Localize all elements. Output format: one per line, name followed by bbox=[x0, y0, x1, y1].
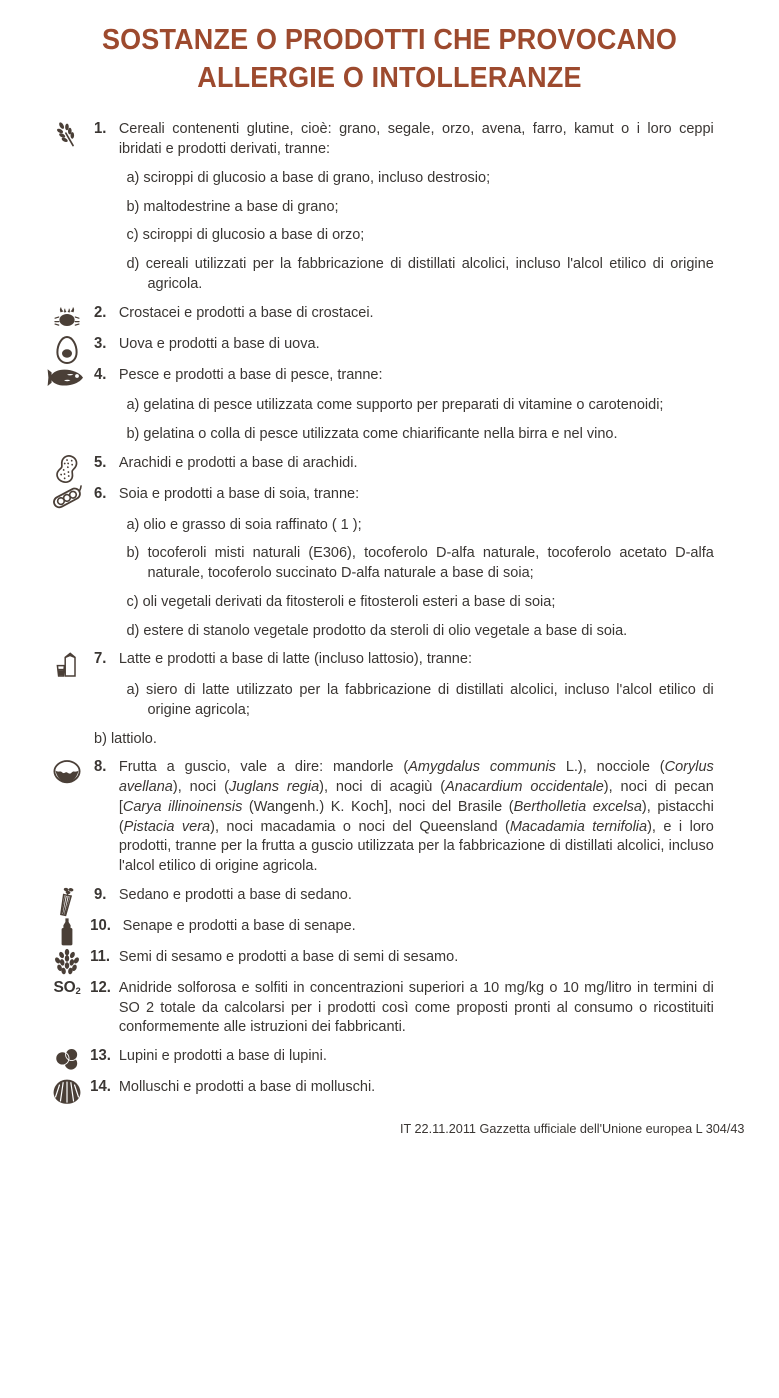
sub-item-text: sciroppi di glucosio a base di orzo; bbox=[142, 226, 365, 244]
celery-icon bbox=[44, 886, 90, 914]
list-item-molluscs bbox=[44, 1077, 743, 1103]
list-item-number: 9. bbox=[94, 885, 107, 903]
species-name: Amygdalus communis bbox=[408, 758, 556, 776]
sub-item-text: maltodestrine a base di grano; bbox=[143, 197, 339, 215]
tree-nuts-rich-text bbox=[119, 758, 714, 874]
text-segment: ), noci di acagiù ( bbox=[319, 778, 446, 796]
list-item-body bbox=[44, 885, 743, 905]
sub-item-label: d) bbox=[126, 255, 140, 273]
list-item-lupin bbox=[44, 1046, 743, 1072]
list-item-number: 5. bbox=[94, 453, 107, 471]
list-item-body bbox=[44, 947, 743, 967]
text-segment: Frutta a guscio, vale a dire: mandorle ( bbox=[118, 758, 409, 776]
text-segment: ), e i loro prodotti, tranne per la frutta a guscio utilizzata per la fabbricazione di distillati alcolici, incluso l'alcol etilico di origine agricola. bbox=[118, 817, 714, 875]
sub-item bbox=[94, 729, 714, 749]
crustacean-icon bbox=[44, 304, 90, 332]
list-item-number: 6. bbox=[94, 484, 107, 502]
list-item-body bbox=[44, 119, 743, 293]
list-item-body bbox=[44, 484, 743, 641]
sub-item bbox=[94, 395, 714, 415]
list-item-number: 8. bbox=[94, 758, 107, 776]
mustard-icon bbox=[44, 917, 90, 945]
text-segment: ), noci macadamia o noci del Queensland ( bbox=[210, 817, 510, 835]
fish-icon bbox=[44, 366, 90, 394]
species-name: Corylus avellana bbox=[118, 758, 714, 796]
sub-item-text: siero di latte utilizzato per la fabbricazione di distillati alcolici, incluso l'alcol etilico di origine agricola; bbox=[146, 681, 714, 718]
sub-item-label: b) bbox=[94, 729, 107, 747]
sub-item-text: oli vegetali derivati da fitosteroli e fitosteroli esteri a base di soia; bbox=[142, 592, 556, 610]
list-item-fish bbox=[44, 365, 743, 444]
list-item-text: 13. Lupini e prodotti a base di lupini. bbox=[94, 1046, 714, 1066]
list-item-body bbox=[44, 334, 743, 354]
species-name: Pistacia vera bbox=[123, 817, 211, 835]
sub-item-label: b) bbox=[126, 544, 140, 562]
sub-item bbox=[94, 424, 714, 444]
sub-item-text: estere di stanolo vegetale prodotto da steroli di olio vegetale a base di soia. bbox=[143, 621, 628, 639]
sub-item bbox=[94, 254, 714, 294]
text-segment: (Wangenh.) K. Koch], noci del Brasile ( bbox=[242, 797, 514, 815]
text-segment: L.), nocciole ( bbox=[555, 758, 665, 776]
so2-text: SO bbox=[53, 978, 76, 996]
species-name: Macadamia ternifolia bbox=[509, 817, 648, 835]
sub-item bbox=[94, 168, 714, 188]
list-item-number: 13. bbox=[90, 1047, 111, 1065]
sesame-icon bbox=[44, 948, 90, 976]
list-item-text: 3. Uova e prodotti a base di uova. bbox=[94, 334, 714, 354]
list-item-body bbox=[44, 453, 743, 473]
sub-item bbox=[94, 543, 714, 583]
sub-item-text: olio e grasso di soia raffinato ( 1 ); bbox=[143, 515, 362, 533]
species-name: Bertholletia excelsa bbox=[513, 797, 642, 815]
list-item-text bbox=[94, 757, 714, 876]
list-item-milk bbox=[44, 649, 743, 748]
list-item-sesame bbox=[44, 947, 743, 973]
list-item-number: 3. bbox=[94, 334, 107, 352]
wheat-icon bbox=[44, 120, 90, 148]
species-name: Anacardium occidentale bbox=[445, 778, 604, 796]
list-item-soy bbox=[44, 484, 743, 641]
list-item-number: 2. bbox=[94, 303, 107, 321]
page-title bbox=[27, 0, 751, 97]
list-item-text: 7. Latte e prodotti a base di latte (incluso lattosio), tranne: bbox=[94, 649, 714, 669]
list-item-text: 1. Cereali contenenti glutine, cioè: grano, segale, orzo, avena, farro, kamut o i loro ceppi ibridati e prodotti derivati, tranne: bbox=[94, 120, 714, 158]
list-item-number: 1. bbox=[94, 120, 107, 138]
sub-item-label: a) bbox=[126, 681, 140, 699]
list-item-text: 5. Arachidi e prodotti a base di arachidi. bbox=[94, 453, 714, 473]
list-item-number: 14. bbox=[90, 1078, 111, 1096]
list-item-text: 2. Crostacei e prodotti a base di crostacei. bbox=[94, 303, 714, 323]
sub-item-text: tocoferoli misti naturali (E306), tocoferolo D-alfa naturale, tocoferolo acetato D-alfa naturale, tocoferolo succinato D-alfa naturale a base di soia; bbox=[147, 544, 714, 582]
list-item-peanuts bbox=[44, 453, 743, 479]
lupin-icon bbox=[44, 1047, 90, 1075]
sub-item-text: cereali utilizzati per la fabbricazione di distillati alcolici, incluso l'alcol etilico di origine agricola. bbox=[145, 255, 714, 292]
sub-item-text: gelatina o colla di pesce utilizzata come chiarificante nella birra e nel vino. bbox=[143, 425, 618, 443]
list-item-body bbox=[44, 649, 743, 748]
peanut-icon bbox=[44, 454, 90, 482]
list-item-mustard bbox=[44, 916, 743, 942]
list-item-text: 11. Semi di sesamo e prodotti a base di semi di sesamo. bbox=[94, 947, 714, 967]
sub-item-label: c) bbox=[126, 592, 139, 610]
sub-item bbox=[94, 621, 714, 641]
list-item-number: 7. bbox=[94, 650, 107, 668]
list-item-body bbox=[44, 978, 743, 1037]
mollusc-icon bbox=[44, 1078, 90, 1106]
list-item-body bbox=[44, 1046, 743, 1066]
list-item-number: 11. bbox=[90, 947, 111, 965]
list-item-text: 14. Molluschi e prodotti a base di molluschi. bbox=[94, 1077, 714, 1097]
sub-item-label: b) bbox=[126, 197, 140, 215]
text-segment: ), noci ( bbox=[172, 778, 229, 796]
sub-item bbox=[94, 225, 714, 245]
list-item-body bbox=[44, 1077, 743, 1097]
so2-subscript: 2 bbox=[75, 985, 81, 997]
page-title-line-2: ALLERGIE O INTOLLERANZE bbox=[197, 61, 582, 94]
list-item-body bbox=[44, 916, 743, 936]
list-item-text: 4. Pesce e prodotti a base di pesce, tranne: bbox=[94, 365, 714, 385]
sub-item bbox=[94, 592, 714, 612]
list-item-number: 10. bbox=[90, 916, 111, 934]
allergen-list bbox=[0, 119, 779, 1103]
text-segment: ), noci di pecan [ bbox=[118, 778, 714, 815]
list-item-tree-nuts bbox=[44, 757, 743, 876]
list-item-body bbox=[44, 757, 743, 876]
text-segment: ), pistacchi ( bbox=[118, 797, 714, 835]
list-item-eggs bbox=[44, 334, 743, 360]
sub-item-label: a) bbox=[126, 515, 140, 533]
milk-icon bbox=[44, 650, 90, 678]
sub-item bbox=[94, 197, 714, 217]
sulphur-dioxide-icon bbox=[44, 979, 90, 1007]
sub-item bbox=[94, 680, 714, 720]
tree-nut-icon bbox=[44, 758, 90, 786]
sub-item-label: a) bbox=[126, 168, 140, 186]
list-item-body bbox=[44, 303, 743, 323]
sub-item bbox=[94, 515, 714, 535]
list-item-text: 10. Senape e prodotti a base di senape. bbox=[94, 916, 714, 936]
document-footer: IT 22.11.2011 Gazzetta ufficiale dell'Unione europea L 304/43 bbox=[399, 1121, 745, 1137]
sub-item-text: sciroppi di glucosio a base di grano, incluso destrosio; bbox=[143, 168, 491, 186]
sub-item-label: a) bbox=[126, 396, 140, 414]
list-item-celery bbox=[44, 885, 743, 911]
page-title-line-1: SOSTANZE O PRODOTTI CHE PROVOCANO bbox=[101, 24, 678, 56]
sub-item-text: lattiolo. bbox=[110, 729, 157, 747]
list-item-body bbox=[44, 365, 743, 444]
list-item-text: 6. Soia e prodotti a base di soia, tranne: bbox=[94, 484, 714, 504]
list-item-text: 9. Sedano e prodotti a base di sedano. bbox=[94, 885, 714, 905]
list-item-number: 4. bbox=[94, 365, 107, 383]
list-item-cereals bbox=[44, 119, 743, 293]
list-item-text: 12. Anidride solforosa e solfiti in concentrazioni superiori a 10 mg/kg o 10 mg/litro in termini di SO 2 totale da calcolarsi per i prodotti così come proposti pronti al consumo o ricostituiti conformemente alle istruzioni dei fabbricanti. bbox=[90, 978, 714, 1036]
list-item-crustaceans bbox=[44, 303, 743, 329]
sub-item-label: b) bbox=[126, 425, 140, 443]
list-item-sulphites bbox=[44, 978, 743, 1037]
sub-item-label: c) bbox=[126, 226, 139, 244]
species-name: Carya illinoinensis bbox=[122, 797, 243, 815]
species-name: Juglans regia bbox=[228, 778, 320, 796]
egg-icon bbox=[44, 335, 90, 363]
list-item-number: 12. bbox=[90, 978, 111, 996]
soy-icon bbox=[44, 485, 90, 513]
sub-item-label: d) bbox=[126, 621, 140, 639]
sub-item-text: gelatina di pesce utilizzata come supporto per preparati di vitamine o carotenoidi; bbox=[143, 396, 664, 414]
